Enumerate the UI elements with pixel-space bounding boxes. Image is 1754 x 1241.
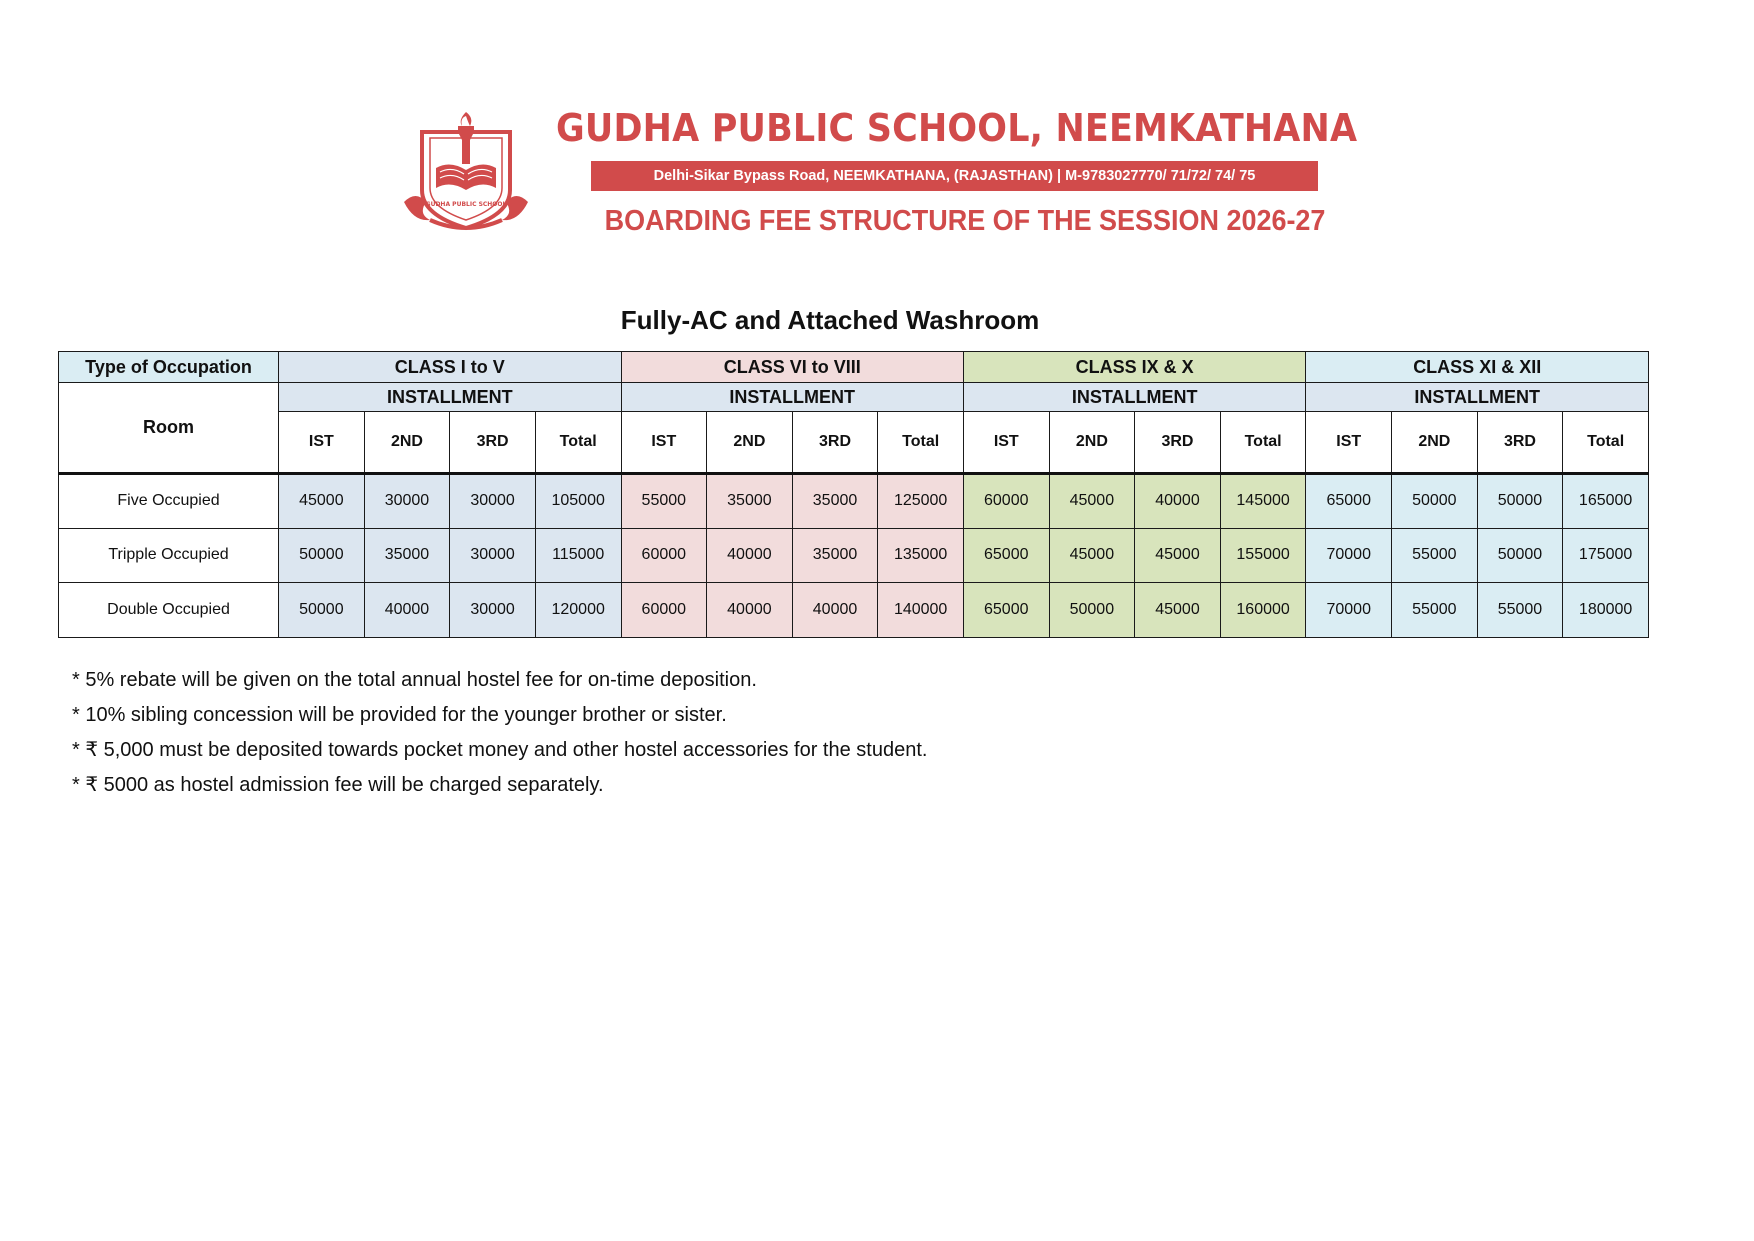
fee-cell: 40000 bbox=[1135, 474, 1221, 529]
col-header-2nd: 2ND bbox=[1392, 412, 1478, 474]
fee-cell: 55000 bbox=[1392, 583, 1478, 638]
fee-total-cell: 125000 bbox=[878, 474, 964, 529]
col-header-ist: IST bbox=[963, 412, 1049, 474]
svg-text:GUDHA PUBLIC SCHOOL: GUDHA PUBLIC SCHOOL bbox=[425, 201, 507, 208]
installment-header: INSTALLMENT bbox=[279, 383, 621, 412]
fee-cell: 45000 bbox=[1135, 583, 1221, 638]
sub-column-header-row bbox=[59, 412, 1649, 474]
col-header-ist: IST bbox=[279, 412, 365, 474]
fee-total-cell: 115000 bbox=[535, 528, 621, 583]
table-row-double-occupied bbox=[59, 583, 1649, 638]
fee-cell: 30000 bbox=[450, 474, 536, 529]
fee-total-cell: 155000 bbox=[1220, 528, 1306, 583]
col-header-2nd: 2ND bbox=[707, 412, 793, 474]
col-header-2nd: 2ND bbox=[1049, 412, 1135, 474]
note-admission-fee: * ₹ 5000 as hostel admission fee will be charged separately. bbox=[72, 774, 604, 796]
col-header-ist: IST bbox=[621, 412, 707, 474]
fee-total-cell: 160000 bbox=[1220, 583, 1306, 638]
class-group-header-row bbox=[59, 352, 1649, 383]
fee-cell: 65000 bbox=[963, 583, 1049, 638]
fee-total-cell: 165000 bbox=[1563, 474, 1649, 529]
fee-cell: 30000 bbox=[364, 474, 450, 529]
fee-total-cell: 145000 bbox=[1220, 474, 1306, 529]
class-group-header: CLASS XI & XII bbox=[1306, 352, 1649, 383]
class-group-header: CLASS VI to VIII bbox=[621, 352, 963, 383]
fee-total-cell: 175000 bbox=[1563, 528, 1649, 583]
fee-cell: 50000 bbox=[279, 583, 365, 638]
fee-cell: 40000 bbox=[792, 583, 878, 638]
col-header-ist: IST bbox=[1306, 412, 1392, 474]
fee-total-cell: 135000 bbox=[878, 528, 964, 583]
fee-total-cell: 105000 bbox=[535, 474, 621, 529]
col-header-3rd: 3RD bbox=[1477, 412, 1563, 474]
installment-header: INSTALLMENT bbox=[963, 383, 1305, 412]
fee-cell: 45000 bbox=[1049, 474, 1135, 529]
class-group-header: CLASS I to V bbox=[279, 352, 621, 383]
note-rebate: * 5% rebate will be given on the total annual hostel fee for on-time deposition. bbox=[72, 669, 757, 691]
fee-cell: 35000 bbox=[364, 528, 450, 583]
fee-cell: 60000 bbox=[621, 528, 707, 583]
table-row-five-occupied bbox=[59, 474, 1649, 529]
installment-header: INSTALLMENT bbox=[1306, 383, 1649, 412]
fee-total-cell: 180000 bbox=[1563, 583, 1649, 638]
fee-cell: 45000 bbox=[279, 474, 365, 529]
fee-cell: 30000 bbox=[450, 528, 536, 583]
fee-cell: 65000 bbox=[1306, 474, 1392, 529]
section-title: Fully-AC and Attached Washroom bbox=[620, 305, 1040, 335]
fee-cell: 60000 bbox=[963, 474, 1049, 529]
fee-cell: 45000 bbox=[1049, 528, 1135, 583]
fee-cell: 55000 bbox=[1392, 528, 1478, 583]
fee-cell: 50000 bbox=[1477, 528, 1563, 583]
installment-header-row bbox=[59, 383, 1649, 412]
fee-cell: 70000 bbox=[1306, 528, 1392, 583]
col-header-total: Total bbox=[878, 412, 964, 474]
col-header-total: Total bbox=[1220, 412, 1306, 474]
fee-total-cell: 120000 bbox=[535, 583, 621, 638]
room-type-label: Tripple Occupied bbox=[59, 528, 279, 583]
fee-cell: 55000 bbox=[621, 474, 707, 529]
fee-cell: 45000 bbox=[1135, 528, 1221, 583]
col-header-2nd: 2ND bbox=[364, 412, 450, 474]
note-pocket-money: * ₹ 5,000 must be deposited towards pocket money and other hostel accessories for the student. bbox=[72, 739, 928, 761]
school-name-heading: GUDHA PUBLIC SCHOOL, NEEMKATHANA bbox=[556, 106, 1358, 150]
fee-cell: 50000 bbox=[1049, 583, 1135, 638]
class-group-header: CLASS IX & X bbox=[963, 352, 1305, 383]
installment-header: INSTALLMENT bbox=[621, 383, 963, 412]
fee-cell: 40000 bbox=[364, 583, 450, 638]
room-header: Room bbox=[59, 383, 279, 474]
fee-total-cell: 140000 bbox=[878, 583, 964, 638]
col-header-total: Total bbox=[535, 412, 621, 474]
school-crest-logo bbox=[400, 110, 532, 236]
fee-cell: 50000 bbox=[1392, 474, 1478, 529]
fee-cell: 40000 bbox=[707, 528, 793, 583]
room-type-label: Five Occupied bbox=[59, 474, 279, 529]
school-crest-torch-book-icon bbox=[400, 110, 532, 236]
fee-cell: 35000 bbox=[707, 474, 793, 529]
col-header-3rd: 3RD bbox=[792, 412, 878, 474]
fee-cell: 35000 bbox=[792, 528, 878, 583]
fee-cell: 30000 bbox=[450, 583, 536, 638]
type-of-occupation-header: Type of Occupation bbox=[59, 352, 279, 383]
session-title: BOARDING FEE STRUCTURE OF THE SESSION 2026-27 bbox=[604, 205, 1326, 237]
fee-cell: 40000 bbox=[707, 583, 793, 638]
fee-cell: 50000 bbox=[279, 528, 365, 583]
fee-cell: 65000 bbox=[963, 528, 1049, 583]
fee-cell: 35000 bbox=[792, 474, 878, 529]
fee-cell: 50000 bbox=[1477, 474, 1563, 529]
fee-cell: 60000 bbox=[621, 583, 707, 638]
fee-notes-list bbox=[72, 663, 1172, 803]
boarding-fee-table bbox=[58, 351, 1649, 638]
col-header-3rd: 3RD bbox=[1135, 412, 1221, 474]
col-header-3rd: 3RD bbox=[450, 412, 536, 474]
col-header-total: Total bbox=[1563, 412, 1649, 474]
note-sibling-concession: * 10% sibling concession will be provided for the younger brother or sister. bbox=[72, 704, 727, 726]
address-banner: Delhi-Sikar Bypass Road, NEEMKATHANA, (RAJASTHAN) | M-9783027770/ 71/72/ 74/ 75 bbox=[591, 161, 1318, 191]
fee-cell: 55000 bbox=[1477, 583, 1563, 638]
room-type-label: Double Occupied bbox=[59, 583, 279, 638]
fee-cell: 70000 bbox=[1306, 583, 1392, 638]
table-row-tripple-occupied bbox=[59, 528, 1649, 583]
